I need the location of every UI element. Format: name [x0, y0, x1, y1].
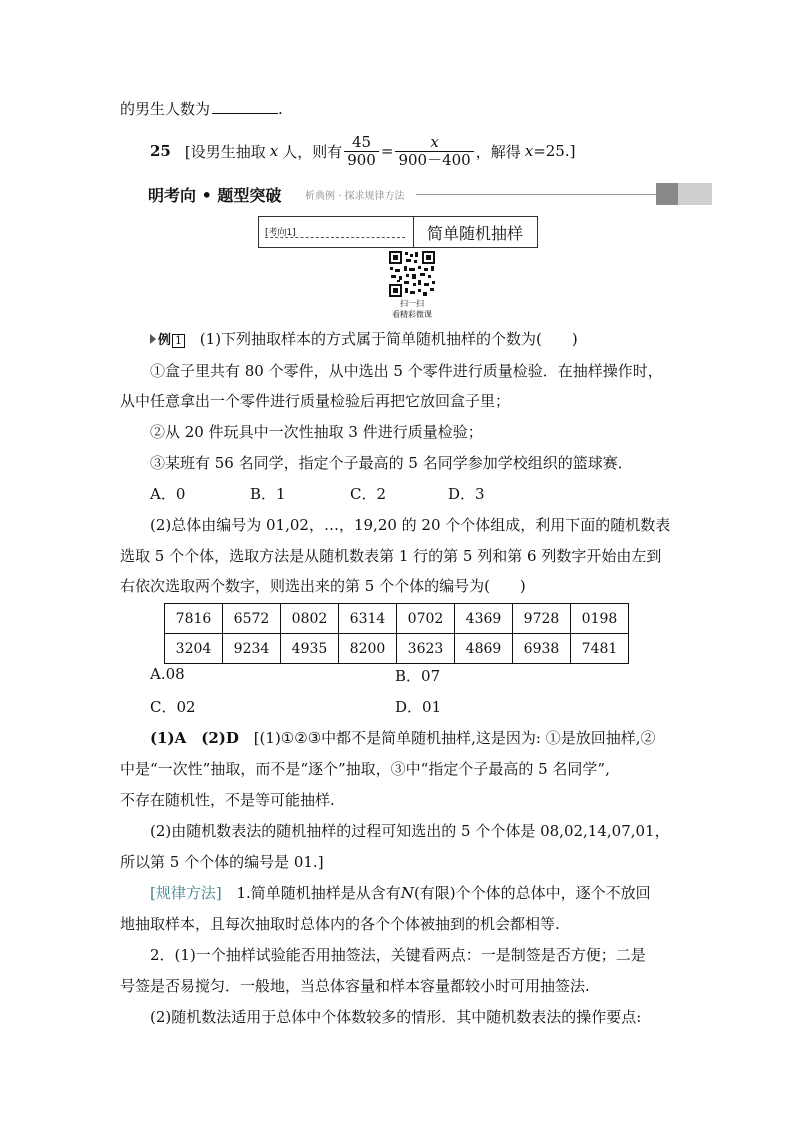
- table-row: 7816 6572 0802 6314 0702 4369 9728 0198: [165, 604, 629, 634]
- method-line-2: 地抽取样本，且每次抽取时总体内的各个个体被抽到的机会都相等.: [120, 915, 560, 933]
- option-a2: A.08: [150, 665, 185, 683]
- qr-caption-1: 扫一扫: [400, 299, 424, 308]
- answer-blank: [212, 99, 278, 114]
- method-line-4: 号签是否易搅匀．一般地，当总体容量和样本容量都较小时可用抽签法.: [120, 977, 590, 995]
- section-divider: [416, 194, 656, 195]
- topic-name: 简单随机抽样: [427, 224, 524, 243]
- question-2-line-a: (2)总体由编号为 01,02，…，19,20 的 20 个个体组成，利用下面的随机数表: [150, 516, 671, 534]
- table-row: 3204 9234 4935 8200 3623 4869 6938 7481: [165, 634, 629, 664]
- option-c2: C．02: [150, 698, 196, 716]
- topic-box: [258, 216, 538, 248]
- section-header: [148, 183, 712, 207]
- example-marker-icon: [150, 334, 156, 344]
- item-3: ③某班有 56 名同学，指定个子最高的 5 名同学参加学校组织的篮球赛．: [150, 454, 633, 472]
- item-1-line-a: ①盒子里共有 80 个零件，从中选出 5 个零件进行质量检验．在抽样操作时，: [150, 362, 663, 380]
- solution-line-2: 中是“一次性”抽取，而不是“逐个”抽取，③中“指定个子最高的 5 名同学”,: [120, 760, 610, 778]
- question-2-line-b: 选取 5 个个体，选取方法是从随机数表第 1 行的第 5 列和第 6 列数字开始由左到: [120, 547, 662, 565]
- option-b2: B．07: [395, 667, 441, 685]
- solution-line-1: (1)A (2)D [(1)①②③中都不是简单随机抽样,这是因为: ①是放回抽样,②: [150, 729, 656, 747]
- item-1-line-b: 从中任意拿出一个零件进行质量检验后再把它放回盒子里；: [120, 392, 511, 410]
- answer-25-line: 25 [设男生抽取 x 人，则有 $\frac{45}{900}$ = $\frac{x}{900-400}$ ，解得 x =25.]: [150, 133, 576, 169]
- qr-code-icon[interactable]: [388, 250, 436, 298]
- method-line-1: [规律方法] 1.简单随机抽样是从含有N(有限)个个体的总体中，逐个不放回: [150, 884, 651, 902]
- example-label: 例: [158, 333, 172, 348]
- section-decor-dark: [656, 183, 678, 205]
- section-subtitle: 析典例 · 探求规律方法: [305, 191, 405, 202]
- option-d2: D．01: [395, 698, 442, 716]
- item-2: ②从 20 件玩具中一次性抽取 3 件进行质量检验；: [150, 423, 483, 441]
- method-label: [规律方法]: [150, 884, 222, 902]
- option-c1: C．2: [350, 485, 387, 503]
- fraction-45-900: $\frac{45}{900}$: [344, 134, 379, 168]
- fraction-x-500: $\frac{x}{900-400}$: [395, 134, 473, 168]
- option-a1: A．0: [150, 485, 186, 503]
- example-question-1: 例 1 (1)下列抽取样本的方式属于简单随机抽样的个数为( ): [150, 328, 578, 349]
- method-line-5: (2)随机数法适用于总体中个体数较多的情形．其中随机数表法的操作要点:: [150, 1008, 642, 1026]
- solution-line-3: 不存在随机性，不是等可能抽样.: [120, 791, 335, 809]
- option-b1: B．1: [250, 485, 286, 503]
- example-number: 1: [172, 334, 185, 348]
- random-number-table: [164, 603, 629, 664]
- solution-answer: (1)A (2)D: [150, 729, 239, 747]
- answer-number: 25: [150, 142, 171, 160]
- topic-tag: [考向1]: [265, 228, 296, 238]
- section-title: 明考向 • 题型突破: [148, 186, 282, 205]
- solution-line-4: (2)由随机数表法的随机抽样的过程可知选出的 5 个个体是 08,02,14,07,01，: [150, 822, 670, 840]
- question-2-line-c: 右依次选取两个数字，则选出来的第 5 个个体的编号为( ): [120, 577, 526, 595]
- solution-line-5: 所以第 5 个个体的编号是 01.]: [120, 853, 324, 871]
- qr-caption-2: 看精彩微课: [392, 310, 432, 319]
- previous-question-tail: 的男生人数为 .: [120, 100, 283, 118]
- option-d1: D．3: [448, 485, 485, 503]
- method-line-3: 2．(1)一个抽样试验能否用抽签法，关键看两点：一是制签是否方便；二是: [150, 946, 646, 964]
